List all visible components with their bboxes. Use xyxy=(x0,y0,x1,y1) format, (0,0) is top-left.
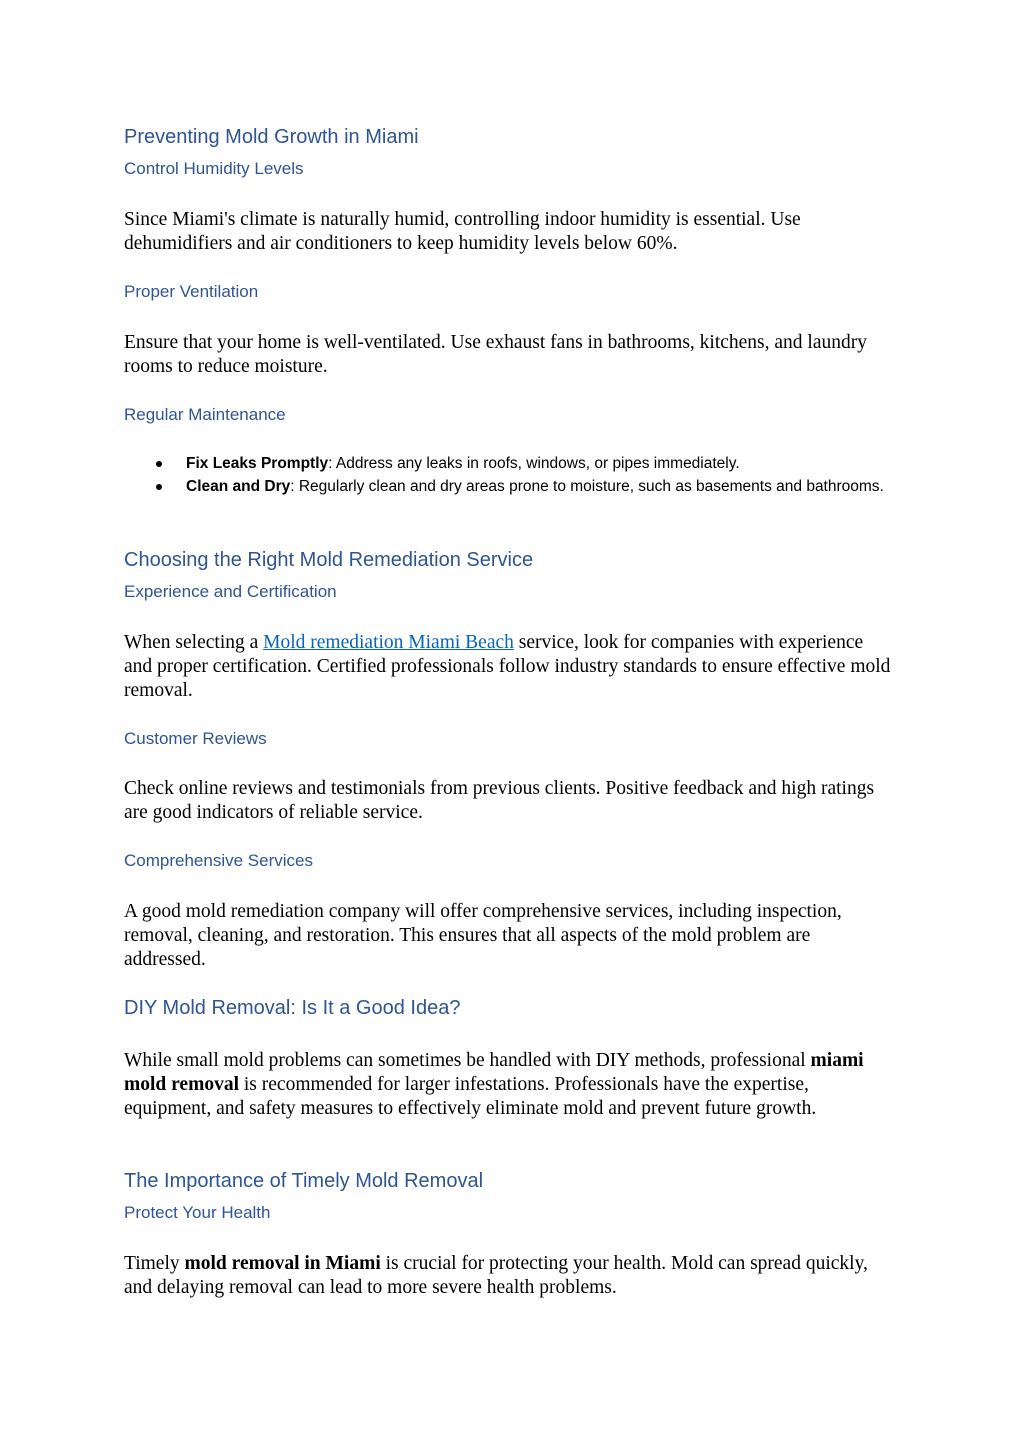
heading-proper-ventilation: Proper Ventilation xyxy=(124,282,259,301)
text-span: is crucial for protecting your health. Mold can spread quickly, and delaying removal can lead to more severe health problems. xyxy=(124,1253,868,1298)
list-item xyxy=(124,452,884,475)
list-item-term: Clean and Dry xyxy=(186,478,291,495)
paragraph-health xyxy=(124,1252,894,1300)
heading-experience-certification: Experience and Certification xyxy=(124,582,337,601)
paragraph-diy xyxy=(124,1049,894,1121)
paragraph-reviews: Check online reviews and testimonials from previous clients. Positive feedback and high ratings are good indicators of reliable service. xyxy=(124,778,875,823)
section-title-choosing: Choosing the Right Mold Remediation Service xyxy=(124,549,534,571)
list-item-term: Fix Leaks Promptly xyxy=(186,455,329,472)
mold-remediation-link[interactable]: Mold remediation Miami Beach xyxy=(263,632,514,653)
heading-customer-reviews: Customer Reviews xyxy=(124,729,267,748)
bold-phrase: miami mold removal xyxy=(124,1050,864,1095)
heading-control-humidity: Control Humidity Levels xyxy=(124,159,304,178)
paragraph-humidity: Since Miami's climate is naturally humid, controlling indoor humidity is essential. Use dehumidifiers and air conditioners to keep humidity levels below 60%. xyxy=(124,209,801,254)
section-title-preventing: Preventing Mold Growth in Miami xyxy=(124,126,419,148)
text-span: Timely xyxy=(124,1253,185,1274)
section-title-diy: DIY Mold Removal: Is It a Good Idea? xyxy=(124,997,461,1019)
bold-phrase: mold removal in Miami xyxy=(184,1253,381,1274)
list-item-text: : Address any leaks in roofs, windows, or pipes immediately. xyxy=(328,455,740,472)
text-span: service, look for companies with experience and proper certification. Certified professionals follow industry standards to ensure effective mold removal. xyxy=(124,632,891,701)
heading-regular-maintenance: Regular Maintenance xyxy=(124,405,286,424)
list-item-text: : Regularly clean and dry areas prone to moisture, such as basements and bathrooms. xyxy=(290,478,884,495)
maintenance-list xyxy=(124,452,884,498)
bullet-icon xyxy=(156,484,162,490)
text-span: While small mold problems can sometimes be handled with DIY methods, professional xyxy=(124,1050,811,1071)
list-item xyxy=(124,475,884,498)
text-span: is recommended for larger infestations. Professionals have the expertise, equipment, and safety measures to effectively eliminate mold and prevent future growth. xyxy=(124,1074,817,1119)
bullet-icon xyxy=(156,461,162,467)
paragraph-ventilation: Ensure that your home is well-ventilated. Use exhaust fans in bathrooms, kitchens, and laundry rooms to reduce moisture. xyxy=(124,332,867,377)
text-span: When selecting a xyxy=(124,632,264,653)
paragraph-experience xyxy=(124,631,894,703)
paragraph-comprehensive: A good mold remediation company will offer comprehensive services, including inspection, removal, cleaning, and restoration. This ensures that all aspects of the mold problem are addressed. xyxy=(124,901,842,970)
heading-comprehensive-services: Comprehensive Services xyxy=(124,851,313,870)
section-title-importance: The Importance of Timely Mold Removal xyxy=(124,1170,484,1192)
heading-protect-health: Protect Your Health xyxy=(124,1203,271,1222)
